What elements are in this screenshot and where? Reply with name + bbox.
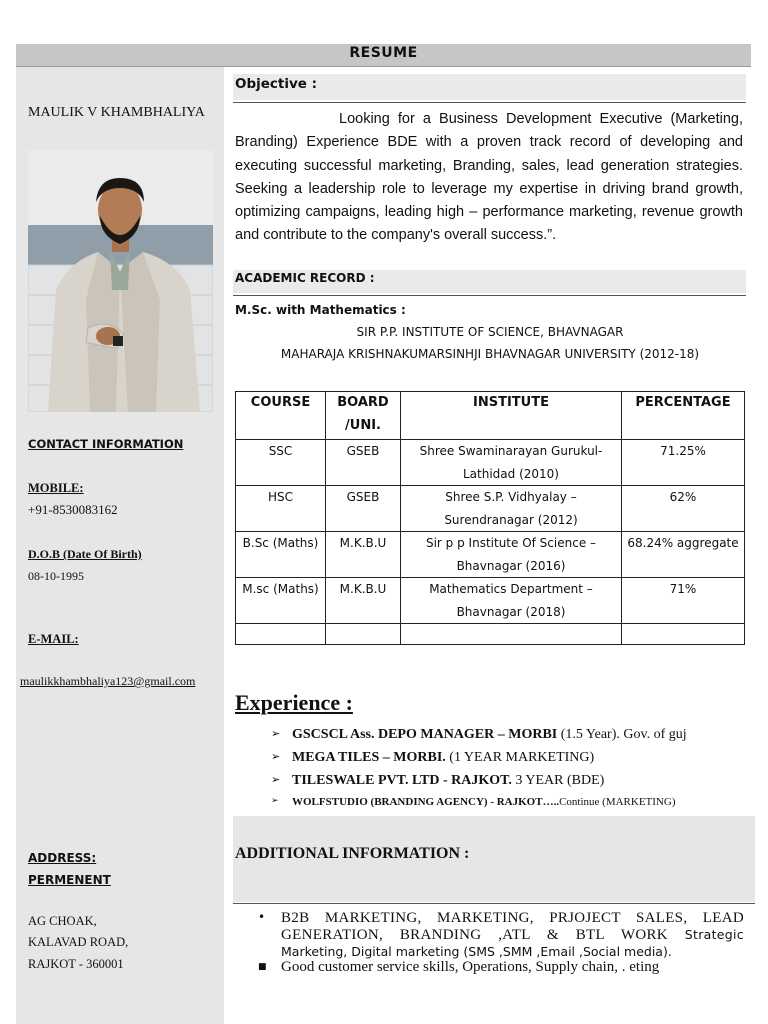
board-cell: M.K.B.U bbox=[326, 578, 401, 624]
column-header: INSTITUTE bbox=[401, 392, 622, 440]
list-item bbox=[258, 910, 744, 959]
empty-cell bbox=[236, 624, 326, 645]
column-header: PERCENTAGE bbox=[622, 392, 745, 440]
objective-heading: Objective : bbox=[235, 76, 318, 92]
course-cell: B.Sc (Maths) bbox=[236, 532, 326, 578]
experience-detail: 3 YEAR (BDE) bbox=[511, 773, 605, 788]
dob-label: D.O.B (Date Of Birth) bbox=[28, 547, 142, 561]
experience-detail: (1.5 Year). Gov. of guj bbox=[557, 727, 687, 742]
table-row bbox=[236, 440, 745, 486]
list-item-line: B2B MARKETING, MARKETING, PRJOJECT SALES, LEAD bbox=[281, 910, 744, 926]
percentage-cell: 71.25% bbox=[622, 440, 745, 486]
table-row bbox=[236, 578, 745, 624]
profile-photo bbox=[28, 150, 213, 412]
experience-role: TILESWALE PVT. LTD - RAJKOT. bbox=[292, 773, 512, 788]
institute-cell: Shree S.P. Vidhyalay – Surendranagar (2012) bbox=[401, 486, 622, 532]
arrow-bullet-icon: ➢ bbox=[271, 796, 279, 806]
experience-role: MEGA TILES – MORBI. bbox=[292, 750, 446, 765]
resume-title: RESUME bbox=[349, 45, 418, 61]
table-header-row bbox=[236, 392, 745, 440]
additional-info-heading: ADDITIONAL INFORMATION : bbox=[235, 845, 470, 862]
academic-table bbox=[235, 391, 745, 645]
address-label: ADDRESS: bbox=[28, 851, 97, 865]
empty-cell bbox=[326, 624, 401, 645]
degree-heading: M.Sc. with Mathematics : bbox=[235, 303, 406, 317]
contact-info-heading: CONTACT INFORMATION bbox=[28, 437, 184, 451]
mobile-label: MOBILE: bbox=[28, 481, 84, 495]
bullet-icon: ■ bbox=[258, 962, 267, 972]
list-item-text: GENERATION, BRANDING ,ATL & BTL WORK bbox=[281, 927, 668, 943]
percentage-cell: 62% bbox=[622, 486, 745, 532]
address-line: KALAVAD ROAD, bbox=[28, 935, 129, 949]
email-label: E-MAIL: bbox=[28, 632, 79, 646]
address-line: AG CHOAK, bbox=[28, 914, 97, 928]
dob-value: 08-10-1995 bbox=[28, 569, 84, 583]
divider bbox=[233, 102, 746, 103]
course-cell: HSC bbox=[236, 486, 326, 532]
list-item-line: Good customer service skills, Operations, Supply chain, . eting bbox=[281, 959, 660, 975]
experience-item bbox=[271, 750, 595, 766]
email-link[interactable]: maulikkhambhaliya123@gmail.com bbox=[20, 674, 196, 688]
arrow-bullet-icon: ➢ bbox=[271, 727, 281, 740]
institute-cell: Mathematics Department – Bhavnagar (2018) bbox=[401, 578, 622, 624]
list-item bbox=[258, 959, 744, 976]
board-cell: M.K.B.U bbox=[326, 532, 401, 578]
institute-cell: Shree Swaminarayan Gurukul-Lathidad (2010) bbox=[401, 440, 622, 486]
experience-item bbox=[271, 727, 687, 743]
candidate-name: MAULIK V KHAMBHALIYA bbox=[28, 105, 205, 120]
experience-heading: Experience : bbox=[235, 690, 353, 715]
table-row bbox=[236, 486, 745, 532]
empty-cell bbox=[622, 624, 745, 645]
percentage-cell: 71% bbox=[622, 578, 745, 624]
column-header: BOARD /UNI. bbox=[326, 392, 401, 440]
list-item-line: Marketing, Digital marketing (SMS ,SMM ,Email ,Social media). bbox=[281, 944, 672, 959]
table-row bbox=[236, 532, 745, 578]
empty-cell bbox=[401, 624, 622, 645]
experience-detail: Continue (MARKETING) bbox=[559, 796, 676, 808]
percentage-cell: 68.24% aggregate bbox=[622, 532, 745, 578]
experience-detail: (1 YEAR MARKETING) bbox=[445, 750, 595, 765]
table-row-empty bbox=[236, 624, 745, 645]
board-cell: GSEB bbox=[326, 440, 401, 486]
list-item-text: Strategic bbox=[684, 927, 744, 942]
bullet-icon: • bbox=[258, 910, 266, 924]
institute-cell: Sir p p Institute Of Science – Bhavnagar (2016) bbox=[401, 532, 622, 578]
course-cell: SSC bbox=[236, 440, 326, 486]
arrow-bullet-icon: ➢ bbox=[271, 750, 281, 763]
divider bbox=[233, 903, 755, 904]
additional-info-list bbox=[258, 910, 744, 976]
board-cell: GSEB bbox=[326, 486, 401, 532]
mobile-value: +91-8530083162 bbox=[28, 502, 118, 517]
university-line: MAHARAJA KRISHNAKUMARSINHJI BHAVNAGAR UNIVERSITY (2012-18) bbox=[280, 347, 700, 361]
experience-item bbox=[271, 796, 676, 808]
objective-text bbox=[235, 108, 743, 248]
column-header: COURSE bbox=[236, 392, 326, 440]
arrow-bullet-icon: ➢ bbox=[271, 773, 281, 786]
academic-heading: ACADEMIC RECORD : bbox=[235, 271, 375, 285]
objective-body: Looking for a Business Development Executive (Marketing, Branding) Experience BDE with a proven track record of developing and executing successful marketing, Branding, sales, lead generation strategies. Seeking a leadership role to leverage my expertise in driving brand growth, optimizing campaigns, leading high – performance marketing, revenue growth and contribute to the company's overall success.”. bbox=[235, 111, 743, 244]
experience-item bbox=[271, 773, 605, 789]
experience-role: GSCSCL Ass. DEPO MANAGER – MORBI bbox=[292, 727, 558, 742]
divider bbox=[233, 295, 746, 296]
institute-line: SIR P.P. INSTITUTE OF SCIENCE, BHAVNAGAR bbox=[356, 325, 624, 339]
experience-role: WOLFSTUDIO (BRANDING AGENCY) - RAJKOT….. bbox=[292, 796, 560, 808]
list-item-line bbox=[281, 927, 744, 944]
address-permanent-label: PERMENENT bbox=[28, 873, 111, 887]
address-line: RAJKOT - 360001 bbox=[28, 957, 124, 971]
course-cell: M.sc (Maths) bbox=[236, 578, 326, 624]
